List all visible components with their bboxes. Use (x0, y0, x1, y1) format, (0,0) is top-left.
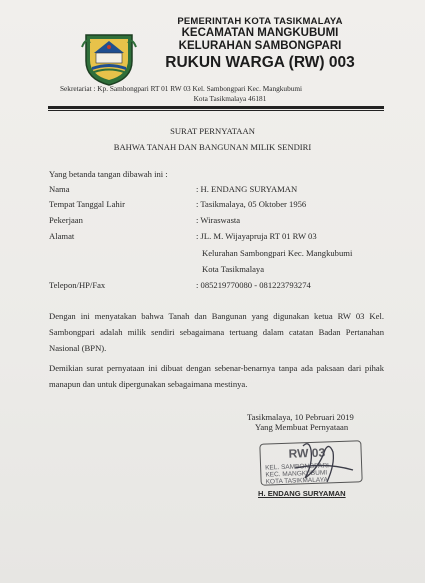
field-value: : Tasikmalaya, 05 Oktober 1956 (196, 199, 307, 209)
secretariat-line-1: Sekretariat : Kp. Sambongpari RT 01 RW 03 Kel. Sambongpari Kec. Mangkubumi (60, 84, 303, 93)
secretariat-address (60, 84, 380, 104)
statement-paragraph: Dengan ini menyatakan bahwa Tanah dan Bangunan yang digunakan ketua RW 03 Kel. Sambongpari adalah milik sendiri sebagaimana tertuang dalam catatan Badan Pertanahan Nasional (BPN). (49, 311, 384, 353)
intro-text: Yang betanda tangan dibawah ini : (49, 169, 168, 179)
signatory-name: H. ENDANG SURYAMAN (258, 489, 346, 498)
field-value: : JL. M. Wijayapruja RT 01 RW 03 (196, 231, 317, 241)
field-value: : Wiraswasta (196, 215, 241, 225)
document-title: SURAT PERNYATAAN (170, 126, 255, 136)
letterhead-line-4: RUKUN WARGA (RW) 003 (165, 54, 355, 71)
place-date: Tasikmalaya, 10 Pebruari 2019 (247, 412, 354, 422)
stamp-line: KOTA TASIKMALAYA (265, 476, 328, 486)
stamp-line: KEC. MANGKUBUMI (265, 469, 328, 479)
field-label: Tempat Tanggal Lahir (49, 199, 125, 209)
header-rule-thick (48, 106, 384, 109)
letterhead-line-1: PEMERINTAH KOTA TASIKMALAYA (177, 16, 343, 27)
closing-paragraph: Demikian surat pernyataan ini dibuat dengan sebenar-benarnya tanpa ada paksaan dari pihak manapun dan untuk dipergunakan sebagaimana mestinya. (49, 363, 384, 389)
field-label: Telepon/HP/Fax (49, 280, 106, 290)
secretariat-line-2: Kota Tasikmalaya 46181 (193, 94, 267, 103)
letterhead (140, 16, 380, 72)
field-label: Alamat (49, 231, 75, 241)
handwritten-signature-icon (275, 438, 365, 488)
stamp-line: KEL. SAMBONGPARI (265, 462, 330, 472)
field-label: Pekerjaan (49, 215, 83, 225)
field-value: Kelurahan Sambongpari Kec. Mangkubumi (202, 248, 353, 258)
field-label: Nama (49, 184, 70, 194)
header-rule-thin (48, 110, 384, 111)
document-subtitle: BAHWA TANAH DAN BANGUNAN MILIK SENDIRI (113, 142, 312, 152)
field-value: : H. ENDANG SURYAMAN (196, 184, 298, 194)
letterhead-line-2: KECAMATAN MANGKUBUMI (181, 27, 339, 39)
tasikmalaya-crest-icon (80, 27, 138, 87)
field-value: : 085219770080 - 081223793274 (196, 280, 311, 290)
letterhead-line-3: KELURAHAN SAMBONGPARI (178, 40, 342, 52)
field-value: Kota Tasikmalaya (202, 264, 265, 274)
signatory-role: Yang Membuat Pernyataan (255, 422, 349, 432)
stamp-top-text: RW 03 (288, 445, 326, 461)
